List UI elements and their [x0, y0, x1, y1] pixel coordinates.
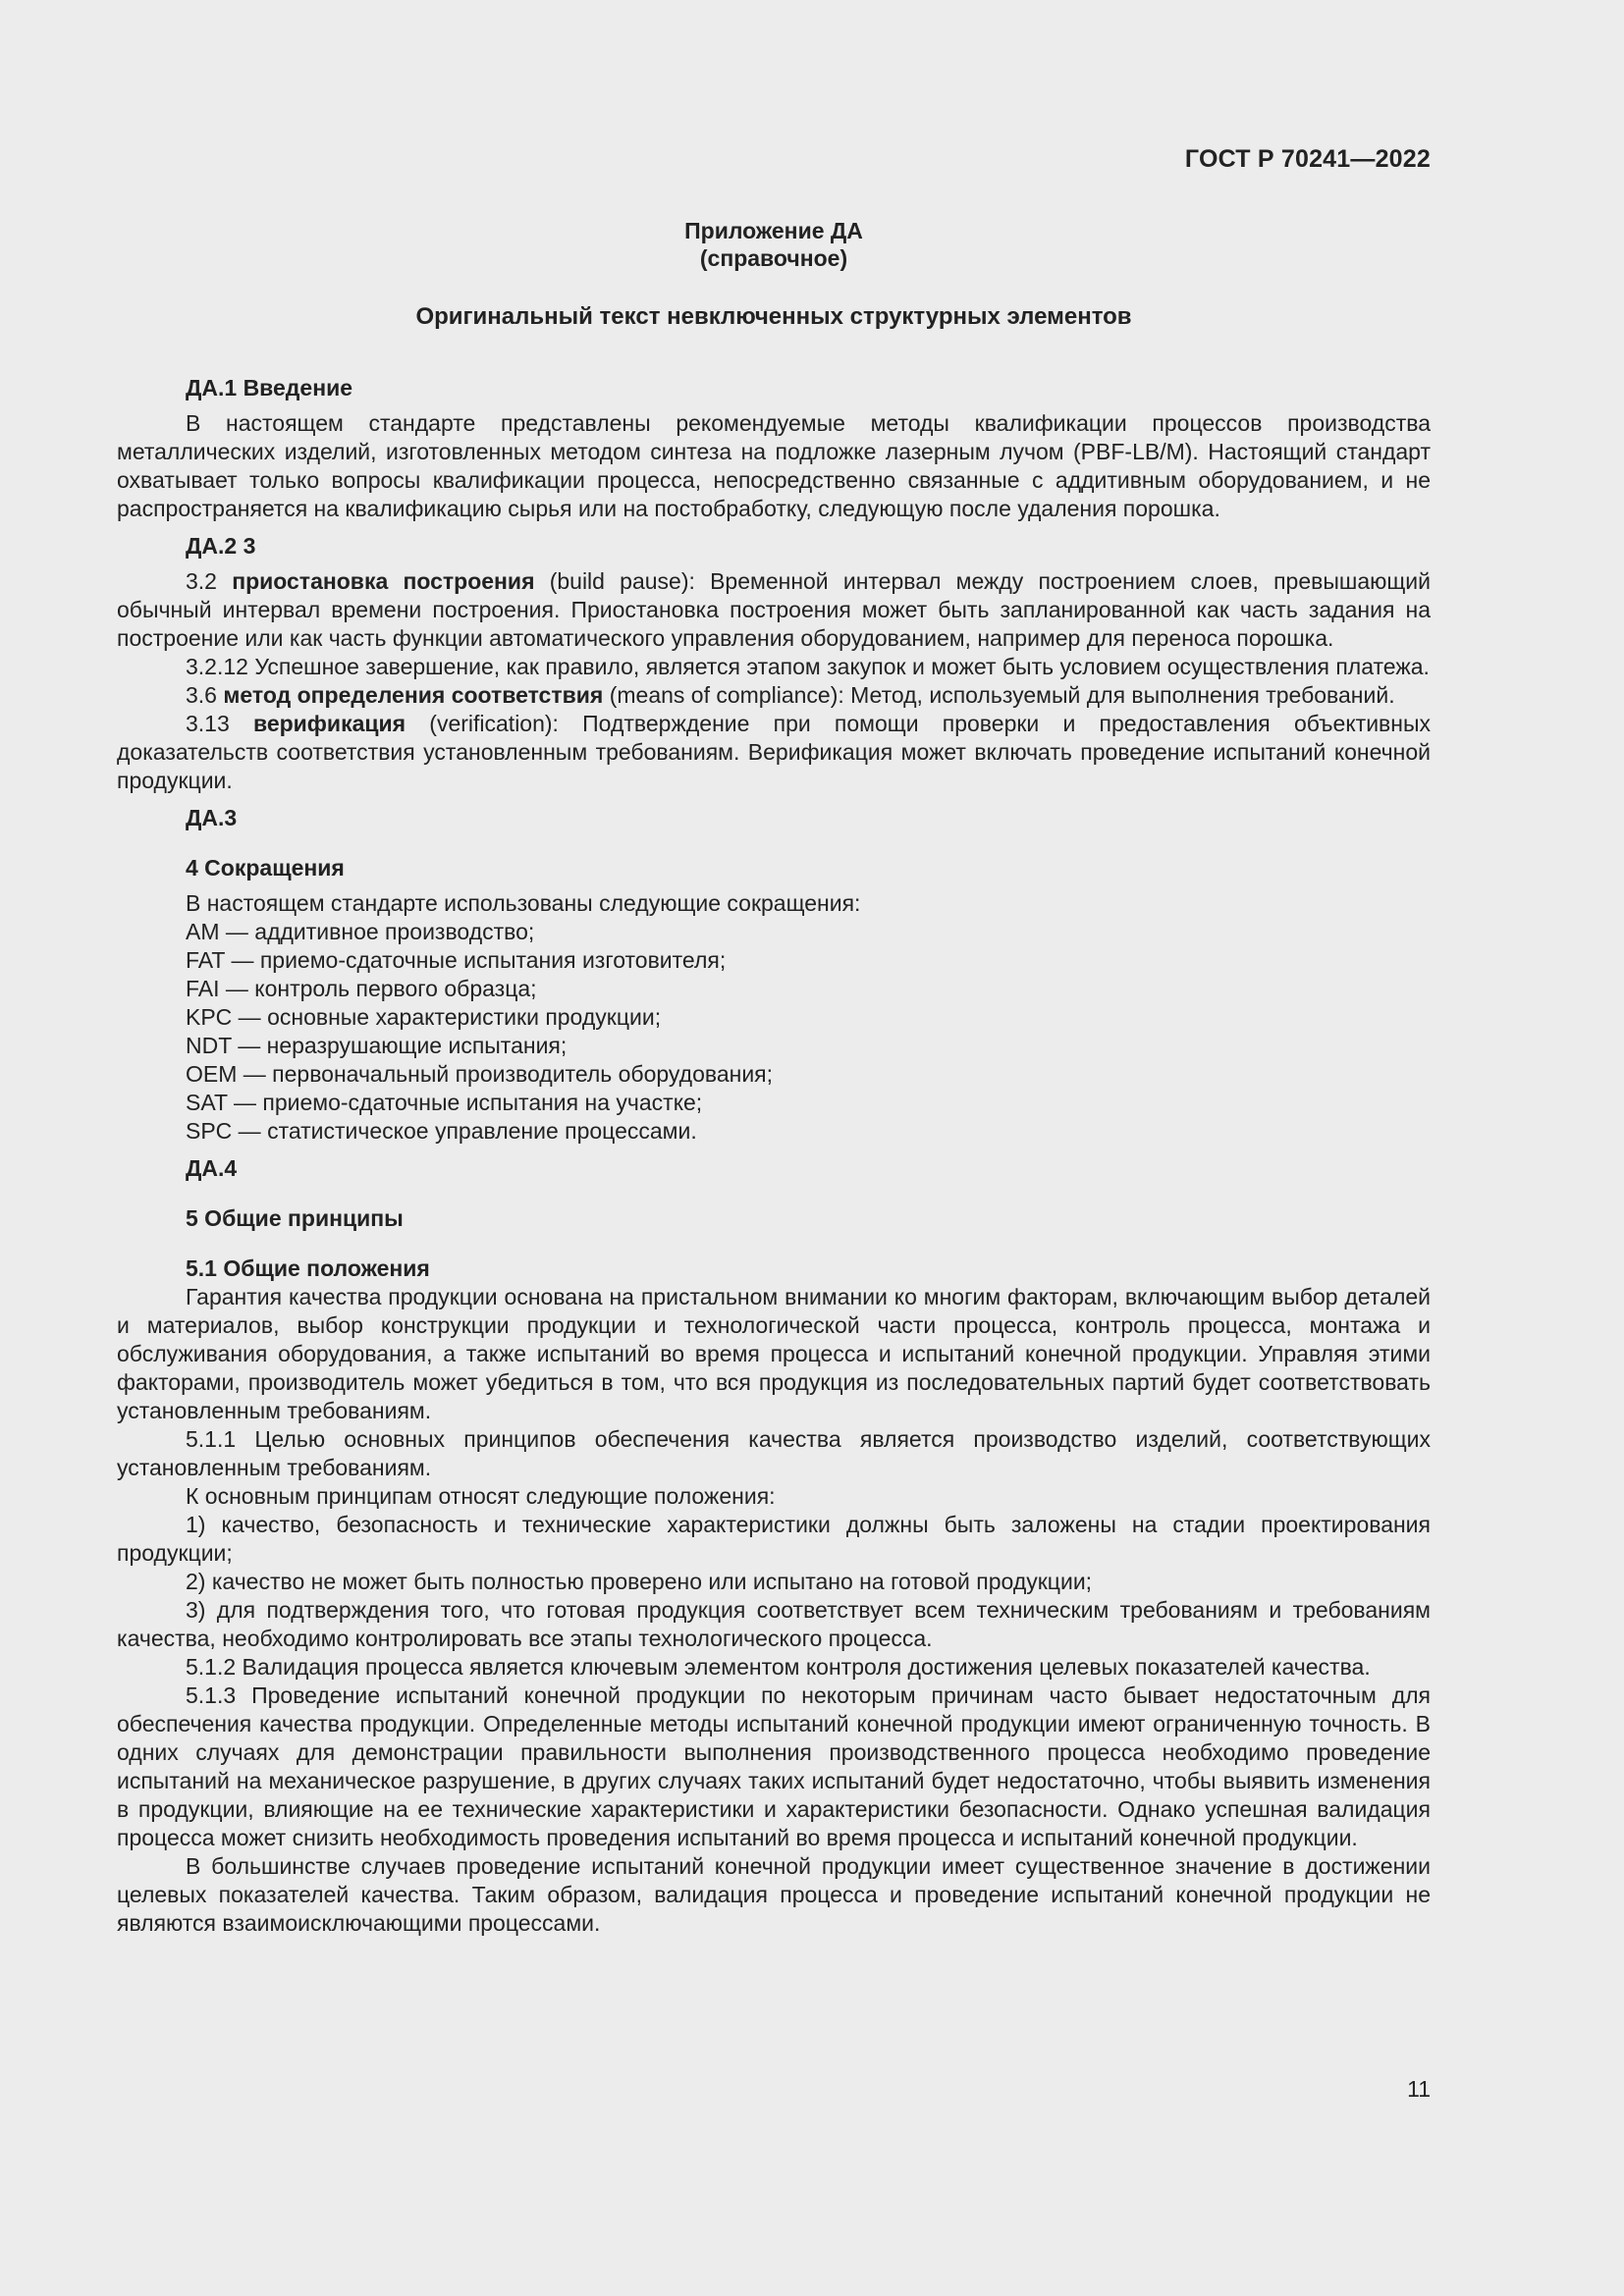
term-means-of-compliance: метод определения соответствия — [223, 682, 604, 708]
abbreviations-intro: В настоящем стандарте использованы следующие сокращения: — [186, 890, 861, 916]
definition-number: 3.6 — [186, 682, 224, 708]
list-item: 3) для подтверждения того, что готовая продукция соответствует всем техническим требованиям и требованиям качества, необходимо контролировать все этапы технологического процесса. — [117, 1597, 1431, 1651]
definition-text: (verification): Подтверждение при помощи проверки и предоставления объективных доказательств соответствия установленным требованиям. Верификация может включать проведение испытаний конечной продукции. — [117, 711, 1432, 793]
definition-number: 3.13 — [186, 711, 253, 736]
abbreviation-item: FAI — контроль первого образца; — [186, 976, 537, 1001]
abbreviation-item: SPC — статистическое управление процессами. — [186, 1118, 697, 1144]
definition-text: (build pause): Временной интервал между построением слоев, превышающий обычный интервал времени построения. Приостановка построения может быть запланированной как часть задания на построение или как часть функции автоматического управления оборудованием, например для переноса порошка. — [117, 568, 1431, 651]
section-general-provisions-title: 5.1 Общие положения — [186, 1255, 430, 1281]
term-verification: верификация — [252, 711, 406, 736]
definition-number: 3.2 — [186, 568, 233, 594]
abbreviation-item: SAT — приемо-сдаточные испытания на участке; — [186, 1090, 703, 1115]
clause-5-1-3: 5.1.3 Проведение испытаний конечной продукции по некоторым причинам часто бывает недостаточным для обеспечения качества продукции. Определенные методы испытаний конечной продукции имеют ограниченную точность. В одних случаях для демонстрации правильности выполнения производственного процесса необходимо проведение испытаний на механическое разрушение, в других случаях таких испытаний будет недостаточно, чтобы выявить изменения в продукции, влияющие на ее технические характеристики и характеристики безопасности. Однако успешная валидация процесса может снизить необходимость проведения испытаний во время процесса и испытаний конечной продукции. — [117, 1682, 1431, 1850]
annex-heading: Оригинальный текст невключенных структурных элементов — [415, 303, 1132, 330]
term-build-pause: приостановка построения — [232, 568, 535, 594]
paragraph: В большинстве случаев проведение испытаний конечной продукции имеет существенное значение в достижении целевых показателей качества. Таким образом, валидация процесса и проведение испытаний конечной продукции не являются взаимоисключающими процессами. — [117, 1853, 1431, 1936]
clause-5-1-1: 5.1.1 Целью основных принципов обеспечения качества является производство изделий, соответствующих установленным требованиям. — [117, 1426, 1431, 1480]
definition-3-13 — [117, 710, 1431, 795]
section-da1-title: ДА.1 Введение — [186, 375, 353, 400]
abbreviation-item: FAT — приемо-сдаточные испытания изготовителя; — [186, 947, 727, 973]
abbreviation-item: NDT — неразрушающие испытания; — [186, 1033, 568, 1058]
paragraph: Гарантия качества продукции основана на пристальном внимании ко многим факторам, включающим выбор деталей и материалов, выбор конструкции продукции и технологической части процесса, контроль процесса, монтажа и обслуживания оборудования, а также испытаний во время процесса и испытаний конечной продукции. Управляя этими факторами, производитель может убедиться в том, что вся продукция из последовательных партий будет соответствовать установленным требованиям. — [117, 1284, 1431, 1423]
clause-5-1-2: 5.1.2 Валидация процесса является ключевым элементом контроля достижения целевых показателей качества. — [186, 1654, 1371, 1680]
paragraph: К основным принципам относят следующие положения: — [186, 1483, 776, 1509]
definition-text: (means of compliance): Метод, используемый для выполнения требований. — [603, 682, 1395, 708]
definition-3-6 — [117, 681, 1431, 710]
annex-title: Приложение ДА — [684, 218, 863, 243]
abbreviation-item: AM — аддитивное производство; — [186, 919, 535, 944]
document-code: ГОСТ Р 70241—2022 — [1184, 145, 1431, 173]
section-da4-title: ДА.4 — [186, 1155, 238, 1181]
list-item: 2) качество не может быть полностью проверено или испытано на готовой продукции; — [186, 1569, 1093, 1594]
document-page — [117, 145, 1431, 1947]
section-da3-title: ДА.3 — [186, 805, 238, 830]
page-number: 11 — [1407, 2076, 1431, 2102]
section-da2-title: ДА.2 3 — [186, 533, 256, 559]
annex-note: (справочное) — [699, 245, 848, 271]
abbreviation-item: KPC — основные характеристики продукции; — [186, 1004, 662, 1030]
section-abbreviations-title: 4 Сокращения — [186, 855, 345, 881]
section-general-principles-title: 5 Общие принципы — [186, 1205, 404, 1231]
list-item: 1) качество, безопасность и технические характеристики должны быть заложены на стадии проектирования продукции; — [117, 1512, 1431, 1566]
definition-3-2 — [117, 567, 1431, 653]
section-da1-text: В настоящем стандарте представлены рекомендуемые методы квалификации процессов производства металлических изделий, изготовленных методом синтеза на подложке лазерным лучом (PBF-LB/M). Настоящий стандарт охватывает только вопросы квалификации процесса, непосредственно связанные с аддитивным оборудованием, и не распространяется на квалификацию сырья или на постобработку, следующую после удаления порошка. — [117, 410, 1431, 521]
clause-3-2-12: 3.2.12 Успешное завершение, как правило, является этапом закупок и может быть условием осуществления платежа. — [186, 654, 1430, 679]
abbreviation-item: OEM — первоначальный производитель оборудования; — [186, 1061, 774, 1087]
